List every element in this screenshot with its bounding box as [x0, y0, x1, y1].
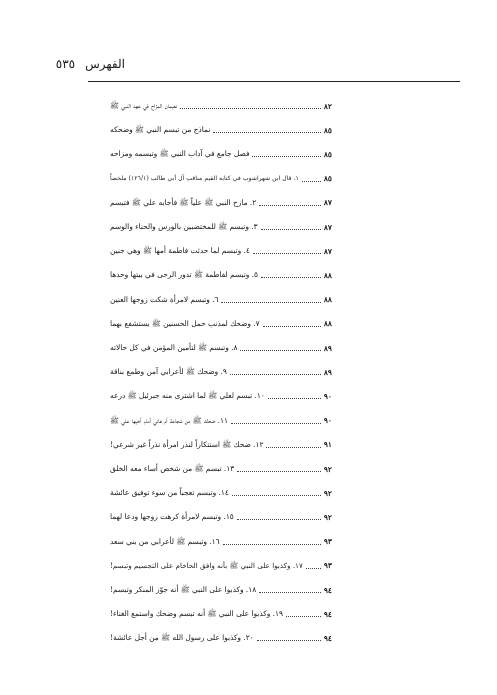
toc-entry-page: ٨٨	[323, 270, 332, 280]
toc-entry-title: ١. قال ابن شهراشوب في كتابه القيم مناقب آل أبي طالب (١٢٦/١) ملخصاً	[110, 174, 299, 182]
toc-entry-page: ٩٣	[323, 561, 332, 571]
toc-entry[interactable]	[110, 338, 332, 358]
toc-entry[interactable]	[110, 265, 332, 285]
toc-entry-title: ١٣. تبسم ﷺ من شخص أساء معه الخلق	[110, 464, 235, 473]
toc-entry-title: ١٠. تبسم لعلي ﷺ لما اشترى منه جبرئيل ﷺ درعه	[110, 391, 265, 401]
dot-leader	[252, 155, 320, 157]
table-of-contents	[110, 96, 332, 656]
dot-leader	[223, 543, 321, 545]
toc-entry[interactable]	[110, 290, 332, 310]
toc-entry[interactable]	[110, 532, 332, 552]
toc-entry[interactable]	[110, 628, 332, 648]
toc-entry-title: ١٤. وتبسم تعجباً من سوء توفيق عائشة	[110, 488, 229, 498]
dot-leader	[237, 470, 321, 472]
dot-leader	[253, 252, 321, 254]
toc-entry[interactable]	[110, 362, 332, 382]
toc-entry[interactable]	[110, 411, 332, 431]
toc-entry-title: ٢. مازح النبي ﷺ علياً ﷺ فأجابه علي ﷺ فتبسم	[110, 197, 257, 207]
dot-leader	[259, 591, 321, 593]
toc-entry[interactable]	[110, 314, 332, 334]
toc-entry-page: ٩٣	[323, 537, 332, 547]
toc-entry-title: ١٥. وتبسم لامرأة كرهت زوجها ودعا لهما	[110, 512, 234, 522]
toc-entry-title: ١٩. وكذبوا على النبي ﷺ أنه تبسم وضحك واستمع الغناء!	[110, 609, 283, 619]
dot-leader	[237, 518, 321, 520]
toc-entry-page: ٩٤	[323, 609, 332, 619]
toc-entry-title: ٧. وضحك لمذنب حمل الحسنين ﷺ يستشفع بهما	[110, 318, 260, 328]
toc-entry-title: ٦. وتبسم لامرأة شكت زوجها العنين	[110, 294, 219, 304]
toc-entry-page: ٨٥	[323, 174, 332, 184]
page-number: ٥٣٥	[55, 57, 76, 71]
toc-entry[interactable]	[110, 169, 332, 189]
toc-entry-page: ٨٨	[323, 295, 332, 305]
toc-entry[interactable]	[110, 96, 332, 116]
toc-entry-page: ٨٧	[323, 222, 332, 232]
toc-entry[interactable]	[110, 483, 332, 503]
dot-leader	[221, 301, 320, 303]
dot-leader	[263, 325, 321, 327]
dot-leader	[302, 180, 321, 182]
dot-leader	[257, 639, 321, 641]
toc-entry-page: ٩٢	[323, 464, 332, 474]
dot-leader	[259, 204, 321, 206]
toc-entry-page: ٩٢	[323, 488, 332, 498]
toc-entry-page: ٩٤	[323, 633, 332, 643]
toc-entry-page: ٨٧	[323, 246, 332, 256]
toc-entry-title: ١٧. وكذبوا على النبي ﷺ بأنه وافق الحاخام على التجسيم وتبسم!	[110, 560, 303, 570]
toc-entry-page: ٨٥	[323, 125, 332, 135]
toc-entry[interactable]	[110, 241, 332, 261]
section-title: الفهرس	[85, 57, 125, 71]
toc-entry-page: ٨٥	[323, 149, 332, 159]
toc-entry-title: ٤. وتبسم لما حدثت فاطمة أمها ﷺ وهي جنين	[110, 246, 250, 256]
dot-leader	[306, 567, 321, 569]
toc-entry-title: ٢٠. وكذبوا على رسول الله ﷺ من أجل عائشة!	[110, 633, 254, 643]
dot-leader	[286, 615, 321, 617]
dot-leader	[232, 494, 321, 496]
toc-entry-title: ١٦. وتبسم ﷺ لأعرابي من بني سعد	[110, 536, 220, 546]
toc-entry-page: ٩٠	[323, 416, 332, 426]
toc-entry[interactable]	[110, 217, 332, 237]
toc-entry[interactable]	[110, 507, 332, 527]
dot-leader	[266, 446, 320, 448]
toc-entry[interactable]	[110, 459, 332, 479]
toc-entry-title: فصل جامع في آداب النبي ﷺ وتبسمه ومزاحه	[110, 149, 250, 159]
toc-entry-title: نماذج من تبسم النبي ﷺ وضحكه	[110, 125, 211, 135]
toc-entry-page: ٨٩	[323, 367, 332, 377]
toc-entry-title: ٩. وضحك ﷺ لأعرابي آمن وطمع بناقة	[110, 367, 227, 377]
header-rule	[88, 81, 460, 82]
dot-leader	[230, 373, 321, 375]
toc-entry-page: ٩٠	[323, 391, 332, 401]
toc-entry-page: ٨٢	[323, 101, 332, 111]
toc-entry-title: ١١. ضحك ﷺ من شجاعة أم هاني أمام أخيها علي ﷺ	[110, 415, 228, 425]
dot-leader	[261, 228, 321, 230]
toc-entry-title: ٨. وتبسم ﷺ لتأمين المؤمن في كل حالاته	[110, 343, 238, 352]
toc-entry[interactable]	[110, 556, 332, 576]
toc-entry[interactable]	[110, 193, 332, 213]
page-header	[56, 57, 125, 71]
toc-entry[interactable]	[110, 120, 332, 140]
toc-entry-page: ٩٢	[323, 512, 332, 522]
toc-entry-title: نعيمان المزّاح في عهد النبي ﷺ	[110, 101, 178, 110]
toc-entry-page: ٨٧	[323, 198, 332, 208]
toc-entry-title: ٥. وتبسم لفاطمة ﷺ تدور الرحى في بيتها وحدها	[110, 270, 259, 280]
dot-leader	[180, 107, 321, 109]
toc-entry-page: ٩١	[323, 440, 332, 450]
toc-entry-title: ١٨. وكذبوا على النبي ﷺ أنه جوّز المنكر وتبسم!	[110, 585, 257, 594]
toc-entry[interactable]	[110, 604, 332, 624]
toc-entry-page: ٩٤	[323, 585, 332, 595]
dot-leader	[213, 131, 321, 133]
dot-leader	[231, 422, 321, 424]
toc-entry-title: ١٢. ضحك ﷺ استنكاراً لنذر امرأة نذراً غير شرعي!	[110, 439, 264, 449]
toc-entry[interactable]	[110, 435, 332, 455]
dot-leader	[240, 349, 320, 351]
toc-entry-page: ٨٨	[323, 319, 332, 329]
dot-leader	[268, 397, 321, 399]
toc-entry[interactable]	[110, 580, 332, 600]
toc-entry[interactable]	[110, 386, 332, 406]
toc-entry-title: ٣. وتبسم ﷺ للمختضبين بالورس والحناء والوسم	[110, 222, 258, 231]
toc-entry[interactable]	[110, 144, 332, 164]
dot-leader	[261, 276, 321, 278]
toc-entry-page: ٨٩	[323, 343, 332, 353]
